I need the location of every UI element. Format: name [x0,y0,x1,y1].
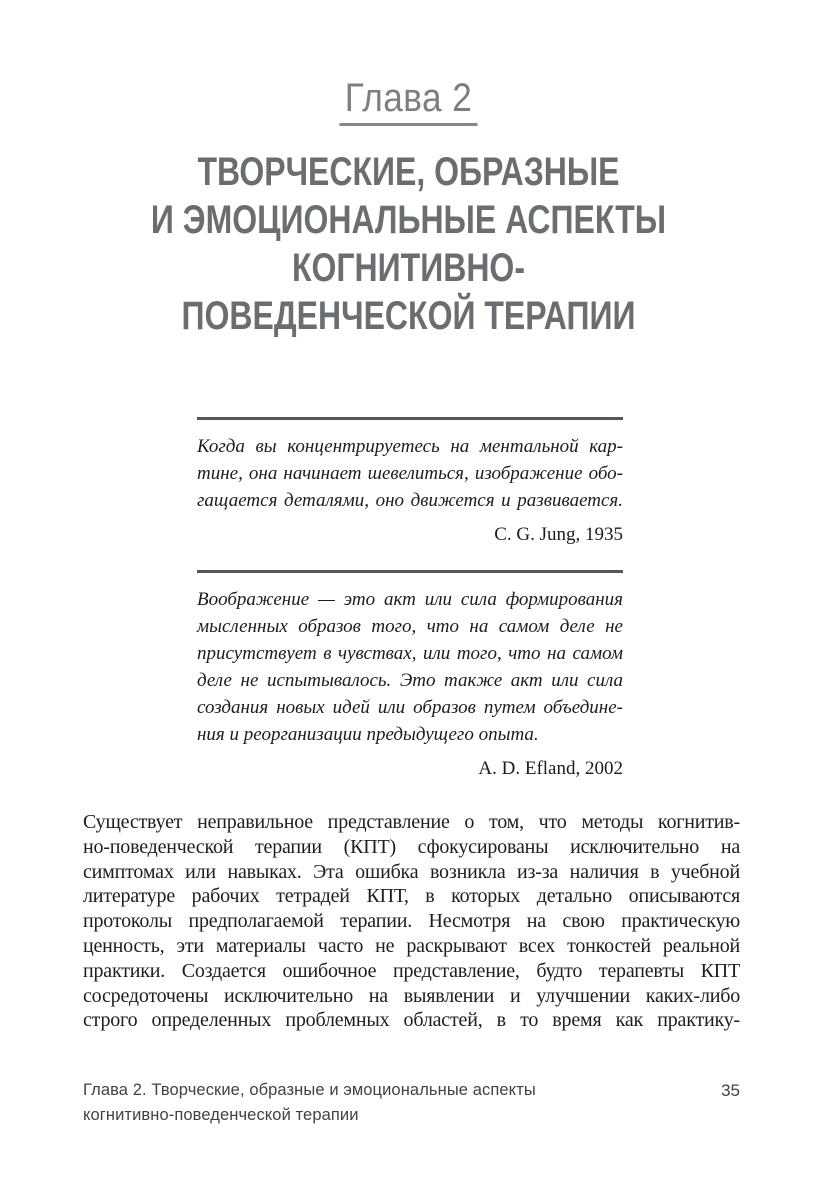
page-footer [83,1078,740,1128]
body-line: симптомах или навыках. Эта ошибка возникла из-за наличия в учебной [83,860,740,883]
epigraph-line: Когда вы концентрируетесь на ментальной кар- [197,436,623,457]
epigraph-line: деле не испытывалось. Это также акт или сила [197,670,623,691]
epigraph-line: ния и реорганизации предыдущего опыта. [197,724,539,745]
page-number: 35 [721,1081,740,1100]
body-line: протоколы предполагаемой терапии. Несмотря на свою практическую [83,910,740,933]
epigraph-line: Воображение — это акт или сила формирования [197,589,623,610]
epigraph-line: тине, она начинает шевелиться, изображение обо- [197,463,623,484]
divider-rule [197,417,623,420]
body-line: практики. Создается ошибочное представление, будто терапевты КПТ [83,959,740,982]
title-line: И ЭМОЦИОНАЛЬНЫЕ АСПЕКТЫ [150,198,667,242]
epigraph-attribution: A. D. Efland, 2002 [478,758,623,779]
epigraph-attribution: C. G. Jung, 1935 [494,524,623,545]
body-line: сосредоточены исключительно на выявлении и улучшении каких-либо [83,984,740,1007]
chapter-heading [0,76,817,126]
running-title [83,1078,536,1128]
title-line: ПОВЕДЕНЧЕСКОЙ ТЕРАПИИ [181,294,636,338]
chapter-label: Глава 2 [339,76,477,126]
epigraph-line: присутствует в чувствах, или того, что на самом [197,643,623,664]
body-line: ценность, эти материалы часто не раскрывают всех тонкостей реальной [83,934,740,957]
running-title-line: когнитивно-поведенческой терапии [83,1106,359,1124]
body-paragraph [83,810,740,1033]
epigraph-efland [197,570,623,782]
page-title [82,148,736,340]
body-line: строго определенных проблемных областей, в то время как практику- [83,1009,740,1032]
epigraph-line: создания новых идей или образов путем объедине- [197,697,623,718]
body-line: Существует неправильное представление о том, что методы когнитив- [83,811,740,833]
body-line: но-поведенческой терапии (КПТ) сфокусированы исключительно на [83,835,740,858]
title-line: ТВОРЧЕСКИЕ, ОБРАЗНЫЕ [197,150,620,194]
epigraph-jung [197,417,623,548]
body-line: литературе рабочих тетрадей КПТ, в которых детально описываются [83,885,740,908]
epigraph-line: мысленных образов того, что на самом деле не [197,616,623,637]
divider-rule [197,570,623,573]
running-title-line: Глава 2. Творческие, образные и эмоциональные аспекты [83,1081,536,1099]
title-line: КОГНИТИВНО- [292,246,525,290]
epigraph-line: гащается деталями, оно движется и развивается. [197,490,623,511]
